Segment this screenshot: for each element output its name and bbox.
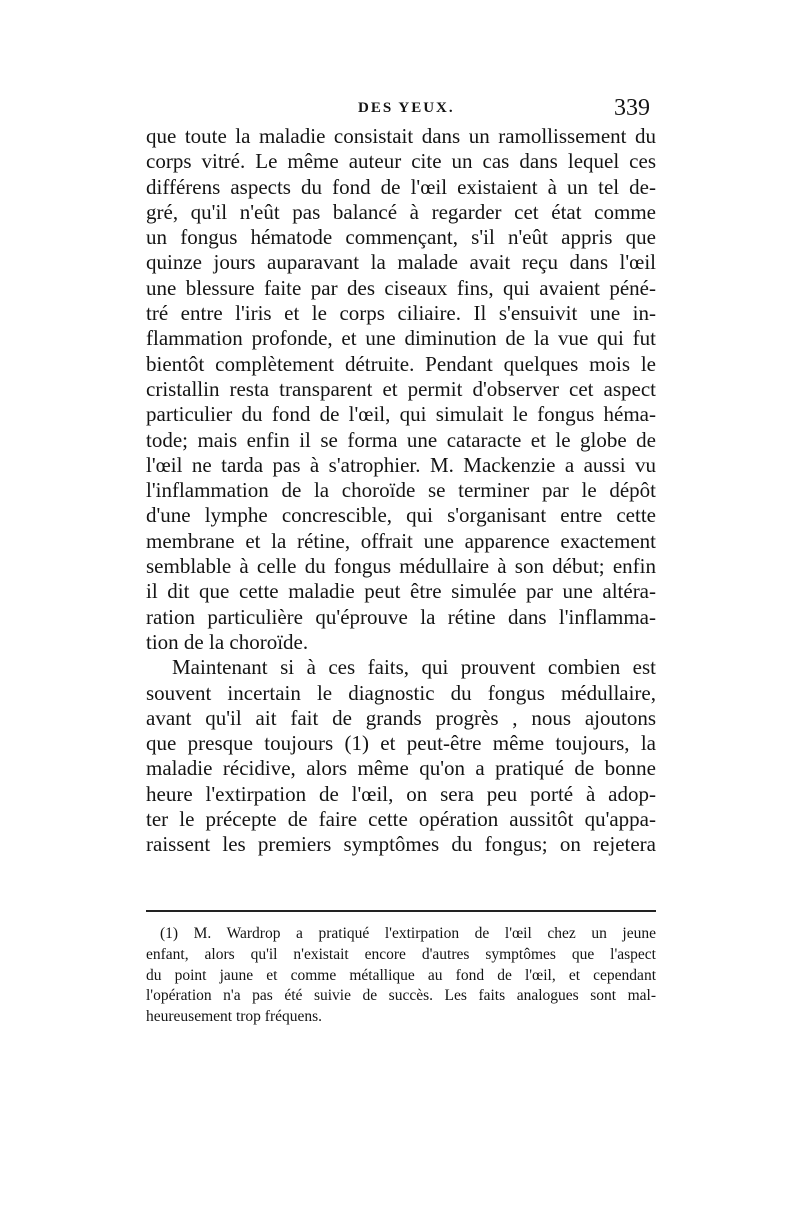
- body-line: tré entre l'iris et le corps ciliaire. Il s'ensuivit une in-: [146, 301, 656, 326]
- body-line: cristallin resta transparent et permit d'observer cet aspect: [146, 376, 656, 401]
- footnote-line: enfant, alors qu'il n'existait encore d'autres symptômes que l'aspect: [146, 945, 656, 963]
- body-text: [146, 124, 656, 858]
- body-line: Maintenant si à ces faits, qui prouvent combien est: [172, 655, 656, 680]
- body-line: maladie récidive, alors même qu'on a pratiqué de bonne: [146, 756, 656, 781]
- body-line: une blessure faite par des ciseaux fins, qui avaient péné-: [146, 275, 656, 300]
- body-line: particulier du fond de l'œil, qui simulait le fongus héma-: [146, 402, 656, 427]
- body-line: que presque toujours (1) et peut-être même toujours, la: [146, 731, 656, 756]
- body-line: tode; mais enfin il se forma une cataracte et le globe de: [146, 427, 656, 452]
- body-line: quinze jours auparavant la malade avait reçu dans l'œil: [146, 250, 656, 275]
- running-title: DES YEUX.: [358, 100, 455, 116]
- body-line: avant qu'il ait fait de grands progrès , nous ajoutons: [146, 705, 656, 730]
- body-line: que toute la maladie consistait dans un ramollissement du: [146, 124, 656, 148]
- page-number: 339: [614, 95, 650, 121]
- body-line: flammation profonde, et une diminution de la vue qui fut: [146, 326, 656, 351]
- body-line: un fongus hématode commençant, s'il n'eût appris que: [146, 225, 656, 250]
- body-line: corps vitré. Le même auteur cite un cas dans lequel ces: [146, 149, 656, 174]
- body-line: membrane et la rétine, offrait une apparence exactement: [146, 528, 656, 553]
- body-line: différens aspects du fond de l'œil existaient à un tel de-: [146, 174, 656, 199]
- footnote-line: du point jaune et comme métallique au fond de l'œil, et cependant: [146, 966, 656, 984]
- footnote-line: l'opération n'a pas été suivie de succès. Les faits analogues sont mal-: [146, 987, 656, 1005]
- body-line: d'une lymphe concrescible, qui s'organisant entre cette: [146, 503, 656, 528]
- body-line: l'inflammation de la choroïde se terminer par le dépôt: [146, 478, 656, 503]
- body-line: il dit que cette maladie peut être simulée par une altéra-: [146, 579, 656, 604]
- body-line: l'œil ne tarda pas à s'atrophier. M. Mackenzie a aussi vu: [146, 452, 656, 477]
- body-line: heure l'extirpation de l'œil, on sera peu porté à adop-: [146, 781, 656, 806]
- body-line: ration particulière qu'éprouve la rétine dans l'inflamma-: [146, 604, 656, 629]
- footnote-line: (1) M. Wardrop a pratiqué l'extirpation de l'œil chez un jeune: [160, 925, 656, 942]
- body-line: souvent incertain le diagnostic du fongus médullaire,: [146, 680, 656, 705]
- footnote: [146, 924, 656, 1028]
- body-line: bientôt complètement détruite. Pendant quelques mois le: [146, 351, 656, 376]
- body-line: semblable à celle du fongus médullaire à son début; enfin: [146, 554, 656, 579]
- footnote-rule: [146, 910, 656, 912]
- body-line: ter le précepte de faire cette opération aussitôt qu'appa-: [146, 807, 656, 832]
- body-line: raissent les premiers symptômes du fongus; on rejetera: [146, 832, 656, 857]
- body-line: tion de la choroïde.: [146, 629, 309, 654]
- footnote-line: heureusement trop fréquens.: [146, 1008, 323, 1026]
- body-line: gré, qu'il n'eût pas balancé à regarder cet état comme: [146, 199, 656, 224]
